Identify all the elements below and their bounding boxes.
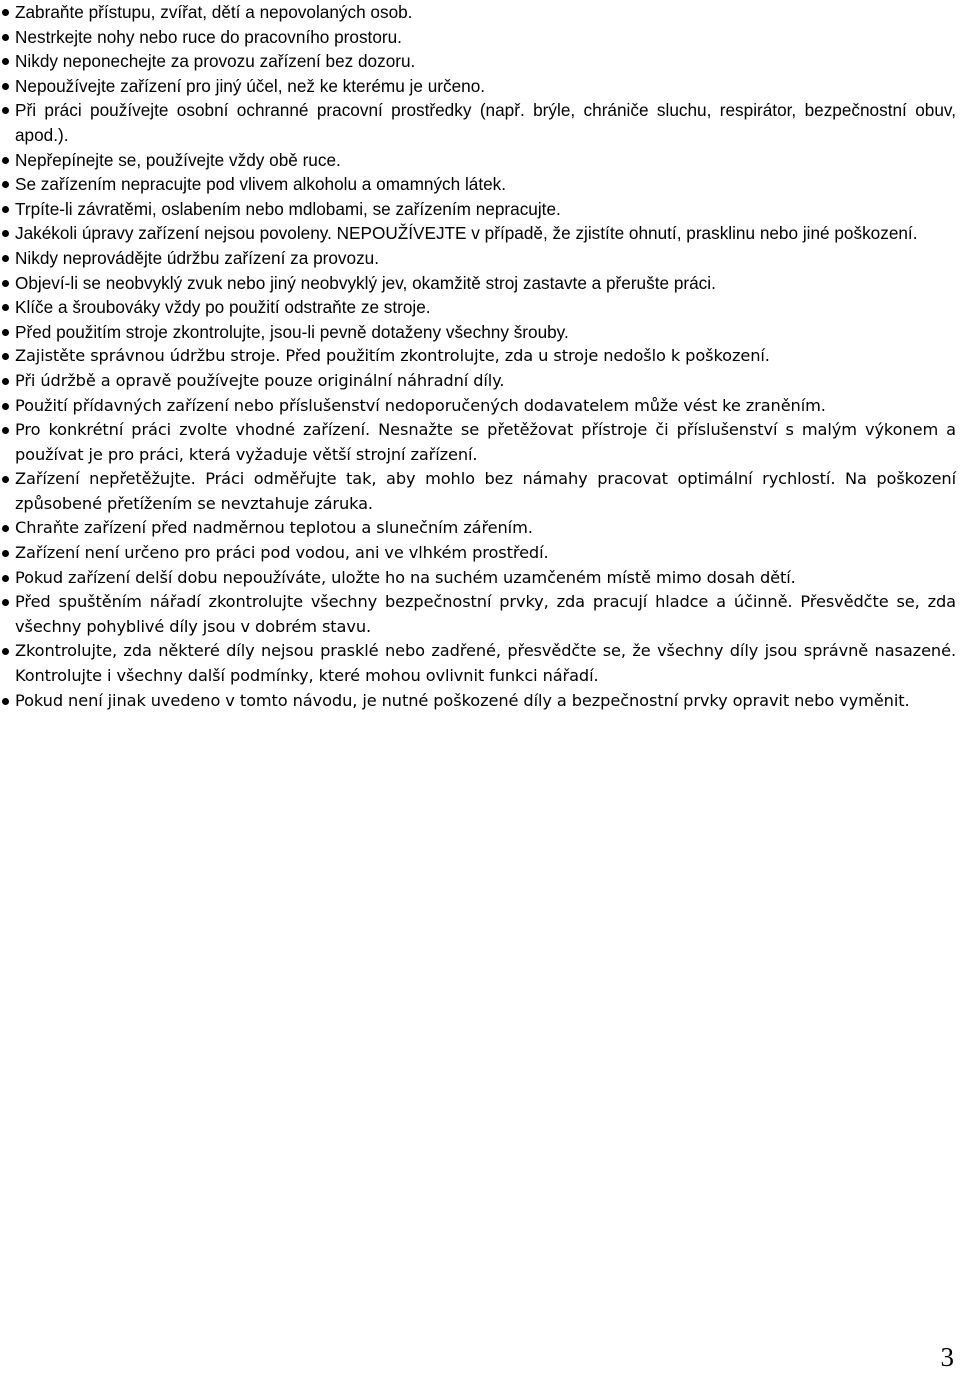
page-number: 3	[940, 1342, 954, 1372]
bullet-icon	[2, 9, 9, 16]
rule-text: Chraňte zařízení před nadměrnou teplotou a slunečním zářením.	[15, 518, 533, 538]
rule-text: Při údržbě a opravě používejte pouze originální náhradní díly.	[15, 370, 505, 390]
rule-text: Zabraňte přístupu, zvířat, dětí a nepovolaných osob.	[15, 2, 413, 22]
bullet-icon	[2, 575, 9, 582]
safety-rule	[0, 221, 960, 246]
rule-text: Před použitím stroje zkontrolujte, jsou-li pevně dotaženy všechny šrouby.	[15, 321, 569, 342]
safety-rule	[0, 0, 960, 25]
rule-text: Nikdy neprovádějte údržbu zařízení za provozu.	[15, 247, 380, 268]
safety-rule	[0, 369, 960, 394]
rule-text: Se zařízením nepracujte pod vlivem alkoholu a omamných látek.	[15, 174, 507, 195]
rule-text: Zařízení nepřetěžujte. Práci odměřujte tak, aby mohlo bez námahy pracovat optimální rychlostí. Na poškození způsobené přetížením se nevztahuje záruka.	[15, 469, 956, 513]
safety-rule	[0, 49, 960, 74]
bullet-icon	[2, 476, 9, 483]
bullet-icon	[2, 403, 9, 410]
bullet-icon	[2, 206, 9, 213]
bullet-icon	[2, 648, 9, 655]
bullet-icon	[2, 378, 9, 385]
rule-text: Nestrkejte nohy nebo ruce do pracovního prostoru.	[15, 26, 402, 47]
safety-rule	[0, 394, 960, 419]
safety-rule	[0, 320, 960, 345]
rule-text: Klíče a šroubováky vždy po použití odstraňte ze stroje.	[15, 297, 431, 318]
safety-rule	[0, 344, 960, 369]
safety-rule	[0, 148, 960, 173]
bullet-icon	[2, 58, 9, 65]
bullet-icon	[2, 304, 9, 311]
safety-rule	[0, 541, 960, 566]
safety-rule	[0, 590, 960, 639]
bullet-icon	[2, 107, 9, 114]
rule-text: Pro konkrétní práci zvolte vhodné zařízení. Nesnažte se přetěžovat přístroje či příslušenství s malým výkonem a používat je pro práci, která vyžaduje větší strojní zařízení.	[15, 420, 956, 464]
rule-text: Zajistěte správnou údržbu stroje. Před použitím zkontrolujte, zda u stroje nedošlo k poškození.	[15, 346, 770, 366]
bullet-icon	[2, 599, 9, 606]
rule-text: Při práci používejte osobní ochranné pracovní prostředky (např. brýle, chrániče sluchu, respirátor, bezpečnostní obuv, apod.).	[15, 100, 956, 145]
bullet-icon	[2, 525, 9, 532]
bullet-icon	[2, 83, 9, 90]
safety-rule	[0, 172, 960, 197]
bullet-icon	[2, 280, 9, 287]
rule-text: Jakékoli úpravy zařízení nejsou povoleny. NEPOUŽÍVEJTE v případě, že zjistíte ohnutí, prasklinu nebo jiné poškození.	[15, 223, 918, 244]
safety-rule	[0, 689, 960, 714]
bullet-icon	[2, 230, 9, 237]
safety-rule	[0, 295, 960, 320]
bullet-icon	[2, 698, 9, 705]
safety-rule	[0, 639, 960, 688]
rule-text: Trpíte-li závratěmi, oslabením nebo mdlobami, se zařízením nepracujte.	[15, 198, 561, 219]
rule-text: Objeví-li se neobvyklý zvuk nebo jiný neobvyklý jev, okamžitě stroj zastavte a přerušte práci.	[15, 272, 716, 293]
rule-text: Nikdy neponechejte za provozu zařízení bez dozoru.	[15, 51, 416, 72]
bullet-icon	[2, 329, 9, 336]
safety-rule	[0, 271, 960, 296]
safety-rule	[0, 197, 960, 222]
rule-text: Pokud není jinak uvedeno v tomto návodu, je nutné poškozené díly a bezpečnostní prvky opravit nebo vyměnit.	[15, 690, 910, 710]
safety-rule	[0, 516, 960, 541]
safety-rule	[0, 25, 960, 50]
rule-text: Zkontrolujte, zda některé díly nejsou prasklé nebo zadřené, přesvědčte se, že všechny díly jsou správně nasazené. Kontrolujte i všechny další podmínky, které mohou ovlivnit funkci nářadí.	[15, 641, 956, 686]
rule-text: Použití přídavných zařízení nebo příslušenství nedoporučených dodavatelem může vést ke zraněním.	[15, 395, 826, 415]
safety-rule	[0, 98, 960, 147]
bullet-icon	[2, 255, 9, 262]
safety-rule	[0, 418, 960, 467]
rule-text: Zařízení není určeno pro práci pod vodou, ani ve vlhkém prostředí.	[15, 543, 549, 563]
rule-text: Nepřepínejte se, používejte vždy obě ruce.	[15, 149, 341, 170]
safety-rule	[0, 566, 960, 591]
bullet-icon	[2, 550, 9, 557]
safety-rule	[0, 467, 960, 516]
bullet-icon	[2, 181, 9, 188]
safety-rule	[0, 74, 960, 99]
bullet-icon	[2, 353, 9, 360]
bullet-icon	[2, 157, 9, 164]
rule-text: Nepoužívejte zařízení pro jiný účel, než ke kterému je určeno.	[15, 75, 486, 96]
bullet-icon	[2, 427, 9, 434]
safety-rule	[0, 246, 960, 271]
rule-text: Před spuštěním nářadí zkontrolujte všechny bezpečnostní prvky, zda pracují hladce a účinně. Přesvědčte se, zda všechny pohyblivé díly jsou v dobrém stavu.	[15, 592, 956, 636]
rule-text: Pokud zařízení delší dobu nepoužíváte, uložte ho na suchém uzamčeném místě mimo dosah dětí.	[15, 567, 796, 587]
bullet-icon	[2, 34, 9, 41]
